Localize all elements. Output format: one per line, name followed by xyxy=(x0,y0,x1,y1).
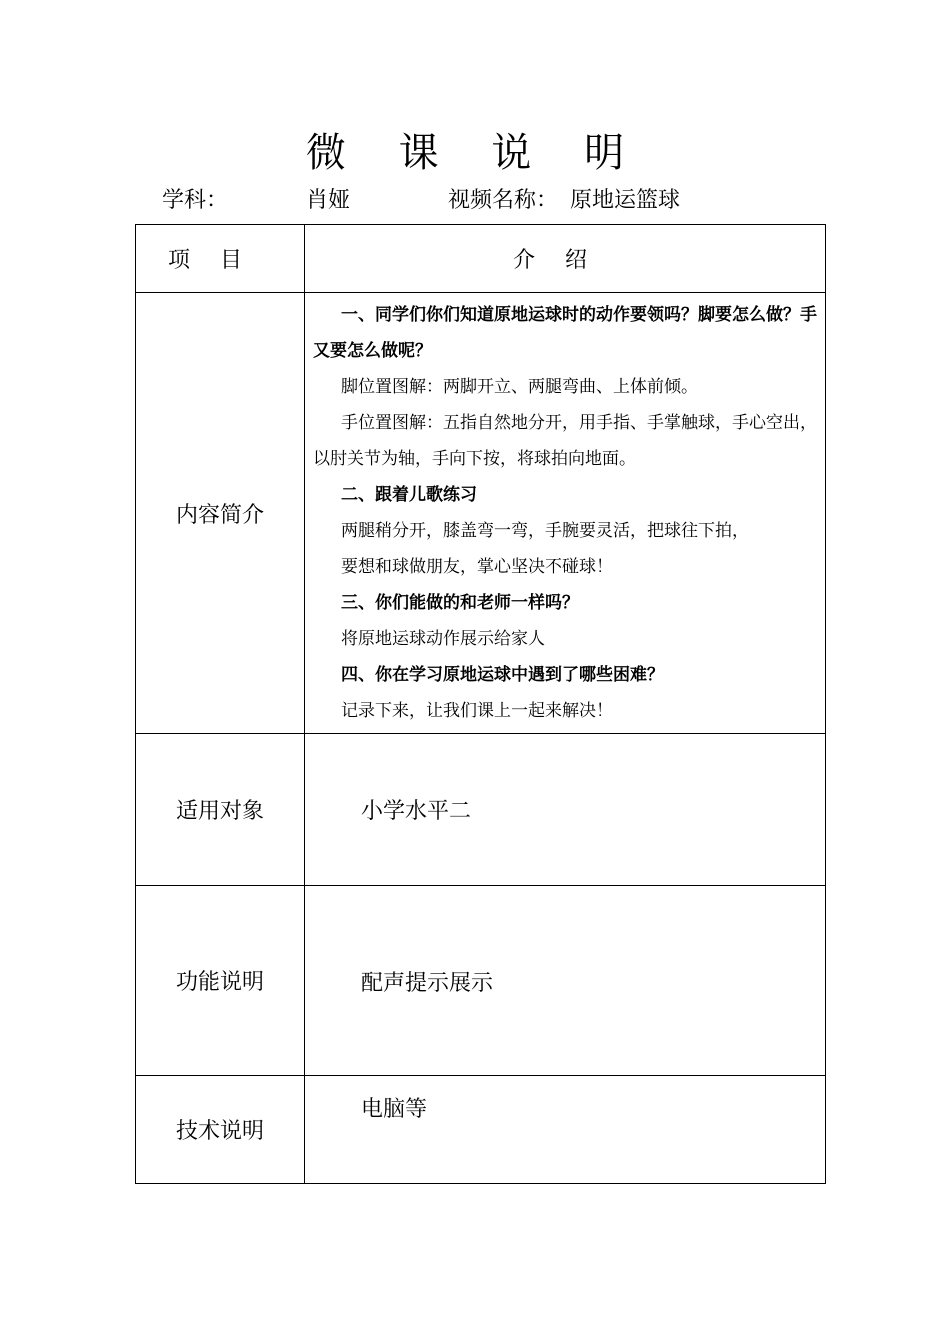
video-name-value: 原地运篮球 xyxy=(570,188,681,213)
target-row xyxy=(136,734,826,886)
tech-row xyxy=(136,1076,826,1184)
content-label: 内容简介 xyxy=(136,293,305,734)
content-paragraph: 要想和球做朋友，掌心坚决不碰球！ xyxy=(341,557,613,577)
tech-label: 技术说明 xyxy=(136,1076,305,1184)
content-paragraph: 记录下来，让我们课上一起来解决！ xyxy=(341,701,613,721)
teacher-name: 肖娅 xyxy=(306,188,351,213)
function-label: 功能说明 xyxy=(136,886,305,1076)
function-row xyxy=(136,886,826,1076)
intro-table xyxy=(135,224,826,1184)
tech-cell xyxy=(305,1076,826,1184)
content-paragraph: 手位置图解：五指自然地分开，用手指、手掌触球，手心空出，以肘关节为轴，手向下按，将球拍向地面。 xyxy=(313,413,817,469)
target-cell xyxy=(305,734,826,886)
meta-row xyxy=(0,184,950,218)
content-paragraph: 三、你们能做的和老师一样吗？ xyxy=(341,593,579,613)
content-paragraph: 四、你在学习原地运球中遇到了哪些困难？ xyxy=(341,665,664,685)
function-cell xyxy=(305,886,826,1076)
document-title: 微 课 说 明 xyxy=(305,130,645,176)
content-row xyxy=(136,293,826,734)
content-paragraph: 一、同学们你们知道原地运球时的动作要领吗？脚要怎么做？手又要怎么做呢？ xyxy=(313,305,817,361)
function-value: 配声提示展示 xyxy=(361,971,494,996)
target-label: 适用对象 xyxy=(136,734,305,886)
target-value: 小学水平二 xyxy=(361,799,472,824)
content-paragraph: 脚位置图解：两脚开立、两腿弯曲、上体前倾。 xyxy=(341,377,698,397)
header-item: 项目 xyxy=(136,225,305,293)
header-intro: 介绍 xyxy=(305,225,826,293)
tech-value: 电脑等 xyxy=(361,1097,428,1122)
subject-label: 学科： xyxy=(162,188,229,213)
content-paragraph: 将原地运球动作展示给家人 xyxy=(341,629,545,649)
content-paragraph: 两腿稍分开，膝盖弯一弯，手腕要灵活，把球往下拍， xyxy=(341,521,749,541)
content-body xyxy=(305,293,826,734)
table-header-row xyxy=(136,225,826,293)
video-name-label: 视频名称： xyxy=(448,188,559,213)
content-paragraph: 二、跟着儿歌练习 xyxy=(341,485,477,505)
